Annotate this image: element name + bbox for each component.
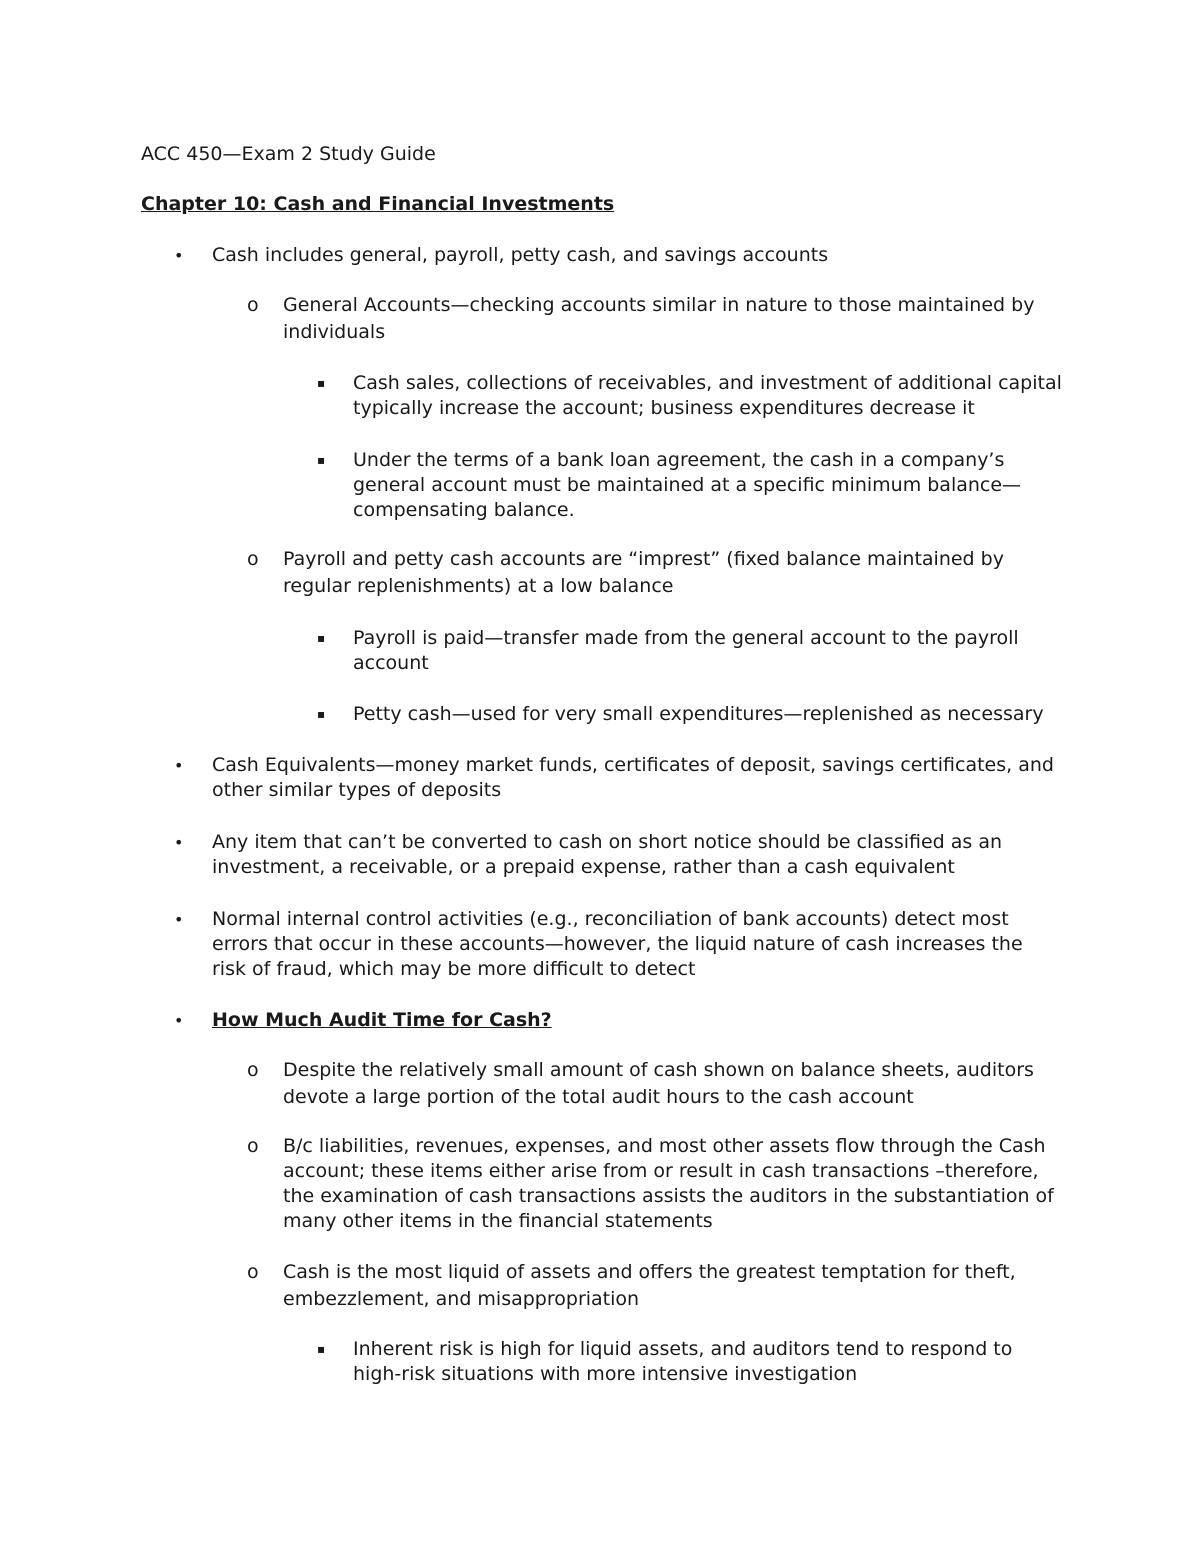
chapter-heading: Chapter 10: Cash and Financial Investments (141, 193, 615, 215)
square-bullet-icon: ▪ (317, 453, 326, 467)
list-item-text: Any item that can’t be converted to cash on short notice should be classified as an investment, a receivable, or a prepaid expense, rather than a cash equivalent (212, 831, 1003, 878)
list-item (247, 546, 1058, 600)
list-item-text: Cash Equivalents—money market funds, certificates of deposit, savings certificates, and other similar types of deposits (212, 754, 1054, 801)
list-item-text: General Accounts—checking accounts similar in nature to those maintained by individuals (283, 294, 1035, 343)
list-item (317, 371, 1073, 421)
list-item (247, 1134, 1058, 1234)
list-item (317, 702, 1103, 727)
bullet-icon: • (174, 756, 184, 775)
list-item-text: Petty cash—used for very small expenditures—replenished as necessary (353, 703, 1044, 725)
bullet-icon: • (174, 1011, 184, 1030)
list-item (174, 1008, 1062, 1033)
list-item (247, 292, 1058, 346)
square-bullet-icon: ▪ (317, 376, 326, 390)
list-item (247, 1259, 1058, 1313)
square-bullet-icon: ▪ (317, 707, 326, 721)
list-item (174, 830, 1062, 880)
list-item (174, 907, 1062, 982)
list-item-text: B/c liabilities, revenues, expenses, and most other assets flow through the Cash account; these items either arise from or result in cash transactions –therefore, the examination of cash transactions assists the auditors in the substantiation of many other items in the financial statements (283, 1135, 1054, 1232)
list-item-text: Payroll is paid—transfer made from the general account to the payroll account (353, 627, 1019, 674)
bullet-icon: • (174, 910, 184, 929)
square-bullet-icon: ▪ (317, 631, 326, 645)
list-item (174, 753, 1062, 803)
circle-bullet-icon: o (247, 1059, 259, 1081)
list-item-text: Cash includes general, payroll, petty cash, and savings accounts (212, 244, 829, 266)
list-item-text: Under the terms of a bank loan agreement, the cash in a company’s general account must be maintained at a specific minimum balance—compensating balance. (353, 449, 1022, 521)
document-title: ACC 450—Exam 2 Study Guide (141, 143, 436, 165)
list-item-text: Payroll and petty cash accounts are “imprest” (fixed balance maintained by regular replenishments) at a low balance (283, 548, 1004, 597)
list-item-text: Inherent risk is high for liquid assets, and auditors tend to respond to high-risk situations with more intensive investigation (353, 1338, 1013, 1385)
section-heading: How Much Audit Time for Cash? (212, 1009, 552, 1031)
list-item (317, 626, 1073, 676)
circle-bullet-icon: o (247, 1261, 259, 1283)
square-bullet-icon: ▪ (317, 1342, 326, 1356)
circle-bullet-icon: o (247, 1135, 259, 1157)
bullet-icon: • (174, 246, 184, 265)
list-item (247, 1057, 1058, 1111)
list-item-text: Cash is the most liquid of assets and offers the greatest temptation for theft, embezzlement, and misappropriation (283, 1261, 1016, 1310)
list-item-text: Normal internal control activities (e.g., reconciliation of bank accounts) detect most errors that occur in these accounts—however, the liquid nature of cash increases the risk of fraud, which may be more difficult to detect (212, 908, 1023, 980)
list-item (174, 243, 1062, 268)
bullet-icon: • (174, 833, 184, 852)
circle-bullet-icon: o (247, 548, 259, 570)
circle-bullet-icon: o (247, 294, 259, 316)
list-item-text: Despite the relatively small amount of cash shown on balance sheets, auditors devote a large portion of the total audit hours to the cash account (283, 1059, 1034, 1108)
list-item (317, 1337, 1033, 1387)
list-item (317, 448, 1073, 523)
list-item-text: Cash sales, collections of receivables, and investment of additional capital typically increase the account; business expenditures decrease it (353, 372, 1062, 419)
